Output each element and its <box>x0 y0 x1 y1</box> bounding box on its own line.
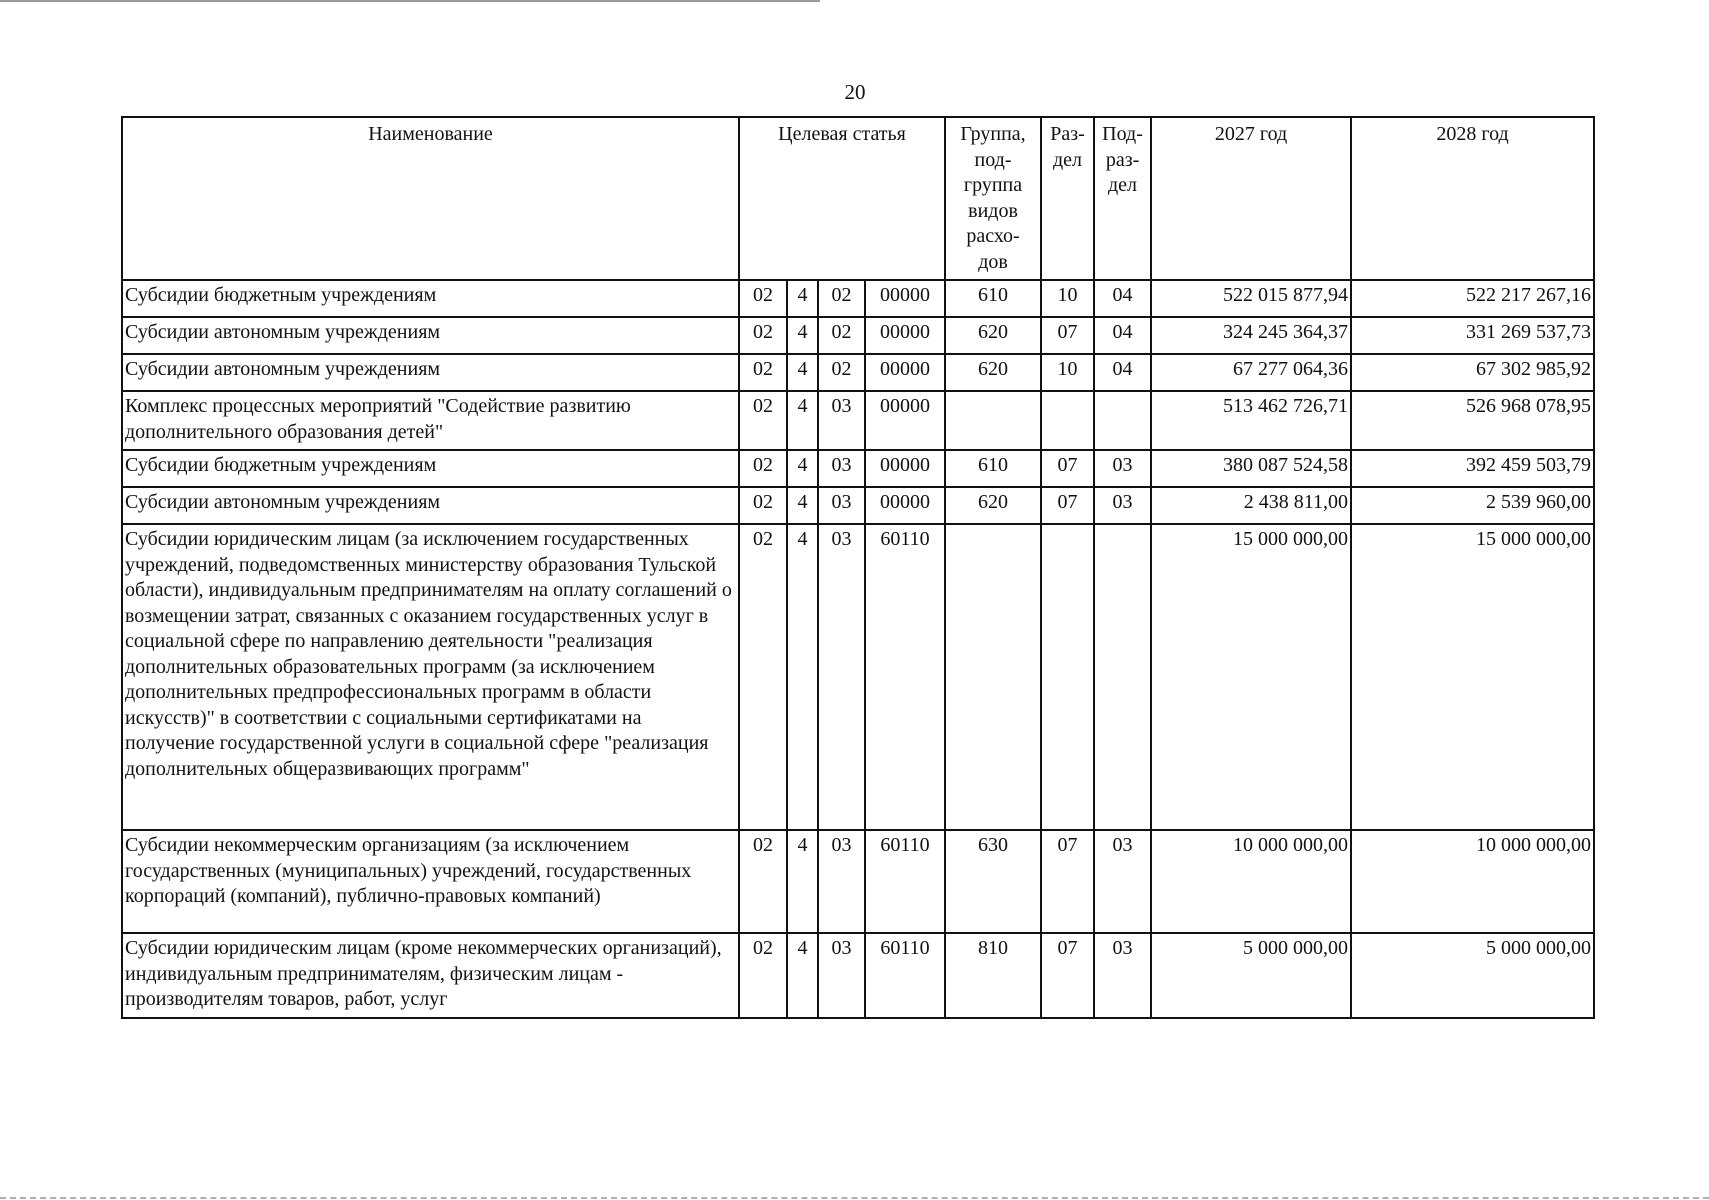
code-direction: 00000 <box>865 280 945 317</box>
expense-group <box>945 391 1041 450</box>
row-name: Субсидии бюджетным учреждениям <box>122 450 739 487</box>
section: 10 <box>1041 354 1094 391</box>
table-header-row <box>122 117 1594 280</box>
header-subsection: Под- раз- дел <box>1094 117 1151 280</box>
code-subprogram: 02 <box>818 317 865 354</box>
code-program: 02 <box>739 280 787 317</box>
code-subprogram: 03 <box>818 524 865 830</box>
section: 07 <box>1041 830 1094 933</box>
code-direction: 00000 <box>865 317 945 354</box>
subsection: 03 <box>1094 450 1151 487</box>
amount-2028: 15 000 000,00 <box>1351 524 1594 830</box>
table-row <box>122 391 1594 450</box>
table-row <box>122 830 1594 933</box>
expense-group: 630 <box>945 830 1041 933</box>
row-name: Субсидии некоммерческим организациям (за исключением государственных (муниципальных) учреждений, государственных корпораций (компаний), публично-правовых компаний) <box>122 830 739 933</box>
code-direction: 00000 <box>865 391 945 450</box>
code-type: 4 <box>787 487 818 524</box>
header-group <box>945 117 1041 280</box>
code-program: 02 <box>739 524 787 830</box>
row-name: Субсидии юридическим лицам (кроме некоммерческих организаций), индивидуальным предпринимателям, физическим лицам - производителям товаров, работ, услуг <box>122 933 739 1018</box>
row-name: Комплекс процессных мероприятий "Содействие развитию дополнительного образования детей" <box>122 391 739 450</box>
code-program: 02 <box>739 450 787 487</box>
section: 07 <box>1041 933 1094 1018</box>
code-subprogram: 03 <box>818 450 865 487</box>
code-direction: 00000 <box>865 450 945 487</box>
row-name: Субсидии бюджетным учреждениям <box>122 280 739 317</box>
code-type: 4 <box>787 391 818 450</box>
subsection: 04 <box>1094 354 1151 391</box>
expense-group: 620 <box>945 317 1041 354</box>
row-name: Субсидии юридическим лицам (за исключением государственных учреждений, подведомственных министерству образования Тульской области), индивидуальным предпринимателям на оплату соглашений о возмещении затрат, связанных с оказанием государственных услуг в социальной сфере по направлению деятельности "реализация дополнительных образовательных программ (за исключением дополнительных предпрофессиональных программ в области искусств)" в соответствии с социальными сертификатами на получение государственной услуги в социальной сфере "реализация дополнительных общеразвивающих программ" <box>122 524 739 830</box>
page-number: 20 <box>844 80 866 104</box>
amount-2027: 2 438 811,00 <box>1151 487 1351 524</box>
subsection <box>1094 524 1151 830</box>
subsection: 04 <box>1094 317 1151 354</box>
code-type: 4 <box>787 450 818 487</box>
table-row <box>122 487 1594 524</box>
header-2027: 2027 год <box>1151 117 1351 280</box>
section: 07 <box>1041 487 1094 524</box>
code-type: 4 <box>787 933 818 1018</box>
header-2028: 2028 год <box>1351 117 1594 280</box>
expense-group: 620 <box>945 487 1041 524</box>
code-direction: 00000 <box>865 354 945 391</box>
amount-2027: 67 277 064,36 <box>1151 354 1351 391</box>
section: 07 <box>1041 450 1094 487</box>
code-type: 4 <box>787 524 818 830</box>
amount-2028: 5 000 000,00 <box>1351 933 1594 1018</box>
amount-2028: 526 968 078,95 <box>1351 391 1594 450</box>
code-direction: 60110 <box>865 830 945 933</box>
amount-2028: 2 539 960,00 <box>1351 487 1594 524</box>
amount-2027: 380 087 524,58 <box>1151 450 1351 487</box>
amount-2027: 15 000 000,00 <box>1151 524 1351 830</box>
code-subprogram: 03 <box>818 487 865 524</box>
expense-group: 620 <box>945 354 1041 391</box>
expense-group <box>945 524 1041 830</box>
amount-2028: 331 269 537,73 <box>1351 317 1594 354</box>
expense-group: 610 <box>945 450 1041 487</box>
scan-edge-bottom <box>0 1197 1709 1199</box>
amount-2028: 10 000 000,00 <box>1351 830 1594 933</box>
code-program: 02 <box>739 317 787 354</box>
code-direction: 60110 <box>865 524 945 830</box>
budget-table <box>121 116 1595 1019</box>
header-name: Наименование <box>122 117 739 280</box>
code-type: 4 <box>787 317 818 354</box>
row-name: Субсидии автономным учреждениям <box>122 487 739 524</box>
expense-group: 810 <box>945 933 1041 1018</box>
scan-edge-top <box>0 0 820 2</box>
row-name: Субсидии автономным учреждениям <box>122 354 739 391</box>
code-subprogram: 03 <box>818 933 865 1018</box>
code-program: 02 <box>739 487 787 524</box>
expense-group: 610 <box>945 280 1041 317</box>
code-program: 02 <box>739 354 787 391</box>
code-type: 4 <box>787 830 818 933</box>
table-row <box>122 280 1594 317</box>
header-target-article: Целевая статья <box>739 117 945 280</box>
table-row <box>122 933 1594 1018</box>
section <box>1041 524 1094 830</box>
section: 10 <box>1041 280 1094 317</box>
section <box>1041 391 1094 450</box>
section: 07 <box>1041 317 1094 354</box>
row-name: Субсидии автономным учреждениям <box>122 317 739 354</box>
code-subprogram: 03 <box>818 830 865 933</box>
code-direction: 60110 <box>865 933 945 1018</box>
subsection <box>1094 391 1151 450</box>
amount-2027: 522 015 877,94 <box>1151 280 1351 317</box>
code-type: 4 <box>787 280 818 317</box>
table-row <box>122 354 1594 391</box>
code-subprogram: 02 <box>818 354 865 391</box>
amount-2028: 392 459 503,79 <box>1351 450 1594 487</box>
subsection: 03 <box>1094 830 1151 933</box>
header-section: Раз- дел <box>1041 117 1094 280</box>
subsection: 03 <box>1094 487 1151 524</box>
code-program: 02 <box>739 933 787 1018</box>
code-subprogram: 03 <box>818 391 865 450</box>
amount-2027: 324 245 364,37 <box>1151 317 1351 354</box>
code-program: 02 <box>739 391 787 450</box>
amount-2028: 522 217 267,16 <box>1351 280 1594 317</box>
amount-2027: 513 462 726,71 <box>1151 391 1351 450</box>
table-row <box>122 450 1594 487</box>
table-row <box>122 524 1594 830</box>
code-program: 02 <box>739 830 787 933</box>
amount-2027: 5 000 000,00 <box>1151 933 1351 1018</box>
code-subprogram: 02 <box>818 280 865 317</box>
code-direction: 00000 <box>865 487 945 524</box>
amount-2028: 67 302 985,92 <box>1351 354 1594 391</box>
subsection: 03 <box>1094 933 1151 1018</box>
table-row <box>122 317 1594 354</box>
header-group-label: Группа, под- группа видов расхо- дов <box>960 123 1026 273</box>
subsection: 04 <box>1094 280 1151 317</box>
code-type: 4 <box>787 354 818 391</box>
amount-2027: 10 000 000,00 <box>1151 830 1351 933</box>
